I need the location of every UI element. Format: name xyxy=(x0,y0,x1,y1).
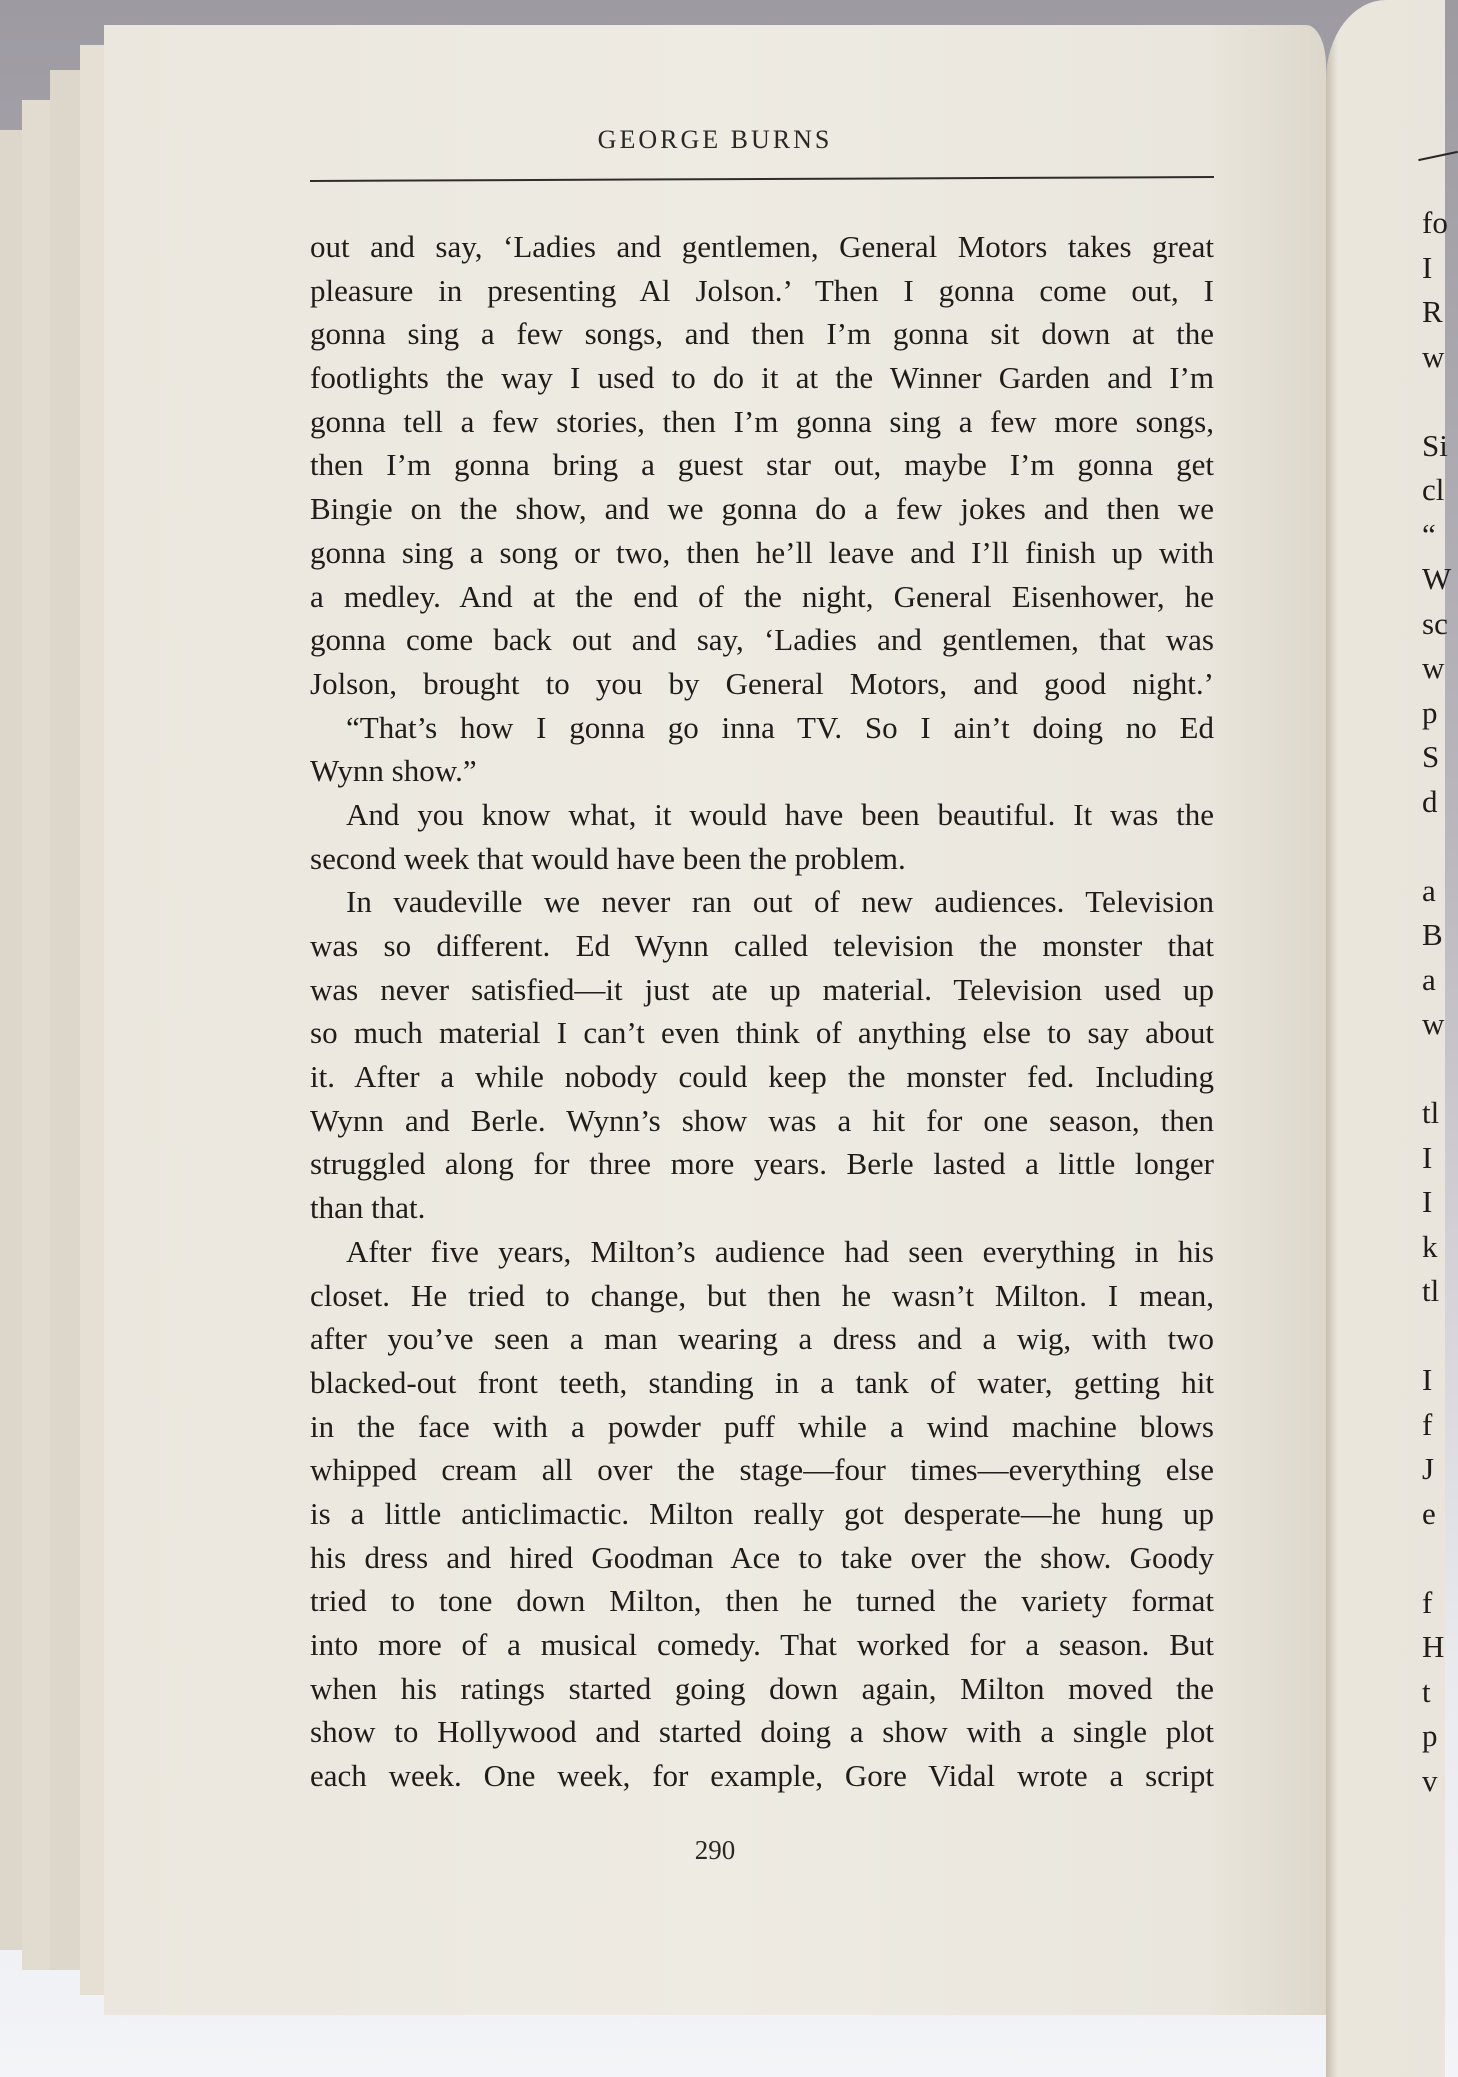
facing-page-text-fragment: k xyxy=(1422,1228,1438,1264)
text-line: Wynn show.” xyxy=(310,753,477,789)
facing-page-text-fragment: f xyxy=(1422,1406,1433,1442)
facing-page-text-fragment: cl xyxy=(1422,472,1445,507)
text-line: tried to tone down Milton, then he turned the variety format xyxy=(310,1583,1214,1619)
facing-page-text-fragment: H xyxy=(1422,1629,1445,1664)
text-line: into more of a musical comedy. That worked for a season. But xyxy=(310,1627,1214,1662)
facing-page-text-fragment: f xyxy=(1422,1584,1433,1620)
text-line: blacked-out front teeth, standing in a tank of water, getting hit xyxy=(310,1364,1214,1400)
facing-page-text-fragment: p xyxy=(1422,1718,1438,1753)
facing-page-text-fragment: v xyxy=(1422,1762,1438,1798)
text-line: is a little anticlimactic. Milton really got desperate—he hung up xyxy=(310,1495,1214,1531)
text-line: gonna sing a song or two, then he’ll leave and I’ll finish up with xyxy=(310,534,1214,570)
facing-page-text-fragment: e xyxy=(1422,1495,1436,1531)
right-book-page xyxy=(1326,0,1452,2077)
text-line: each week. One week, for example, Gore Vidal wrote a script xyxy=(310,1758,1214,1794)
facing-page-text-fragment: “ xyxy=(1422,516,1436,552)
text-line: “That’s how I gonna go inna TV. So I ain’t doing no Ed xyxy=(346,709,1214,745)
text-line: whipped cream all over the stage—four times—everything else xyxy=(310,1452,1214,1488)
text-line: it. After a while nobody could keep the monster fed. Including xyxy=(310,1059,1214,1095)
facing-page-text-fragment: S xyxy=(1422,739,1440,774)
text-line: when his ratings started going down again, Milton moved the xyxy=(310,1670,1214,1706)
facing-page-text-fragment: a xyxy=(1422,961,1436,997)
text-line: second week that would have been the problem. xyxy=(310,840,906,876)
text-line: a medley. And at the end of the night, General Eisenhower, he xyxy=(310,578,1214,614)
header-rule xyxy=(1418,151,1458,161)
text-line: Wynn and Berle. Wynn’s show was a hit for one season, then xyxy=(310,1102,1214,1138)
page-number: 290 xyxy=(694,1835,736,1865)
facing-page-text-fragment: w xyxy=(1422,650,1445,685)
text-line: gonna tell a few stories, then I’m gonna sing a few more songs, xyxy=(310,403,1214,439)
running-head: GEORGE BURNS xyxy=(597,125,833,154)
facing-page-text-fragment: I xyxy=(1422,1362,1433,1397)
facing-page-text-fragment: Si xyxy=(1422,427,1448,463)
facing-page-text-fragment: R xyxy=(1422,294,1443,329)
text-line: was never satisfied—it just ate up material. Television used up xyxy=(310,971,1214,1007)
text-line: And you know what, it would have been beautiful. It was the xyxy=(346,796,1214,832)
body-text xyxy=(310,225,1214,1798)
text-line: Bingie on the show, and we gonna do a few jokes and then we xyxy=(310,491,1214,527)
page-edge xyxy=(50,70,82,1970)
facing-page-text-fragment: I xyxy=(1422,249,1433,285)
text-line: After five years, Milton’s audience had seen everything in his xyxy=(346,1233,1214,1269)
text-line: footlights the way I used to do it at the Winner Garden and I’m xyxy=(310,360,1214,396)
text-line: then I’m gonna bring a guest star out, maybe I’m gonna get xyxy=(310,447,1214,483)
text-line: closet. He tried to change, but then he wasn’t Milton. I mean, xyxy=(310,1277,1214,1313)
facing-page-text-fragment: d xyxy=(1422,783,1438,819)
text-line: Jolson, brought to you by General Motors, and good night.’ xyxy=(310,665,1214,701)
header-rule xyxy=(310,176,1214,182)
facing-page-text-fragment: fo xyxy=(1422,205,1448,240)
facing-page-text-fragment: t xyxy=(1422,1673,1431,1709)
facing-page-text-fragment: tl xyxy=(1422,1273,1440,1308)
text-line: after you’ve seen a man wearing a dress and a wig, with two xyxy=(310,1321,1214,1357)
text-line: so much material I can’t even think of anything else to say about xyxy=(310,1015,1214,1051)
text-line: gonna come back out and say, ‘Ladies and gentlemen, that was xyxy=(310,622,1214,658)
text-line: gonna sing a few songs, and then I’m gonna sit down at the xyxy=(310,316,1214,352)
text-line: out and say, ‘Ladies and gentlemen, General Motors takes great xyxy=(310,229,1214,264)
facing-page-text-fragment: W xyxy=(1422,561,1452,596)
text-line: struggled along for three more years. Berle lasted a little longer xyxy=(310,1146,1214,1182)
facing-page-text-fragment: B xyxy=(1422,917,1443,952)
facing-page-text-fragment: p xyxy=(1422,694,1438,730)
text-line: his dress and hired Goodman Ace to take over the show. Goody xyxy=(310,1539,1214,1575)
text-line: was so different. Ed Wynn called television the monster that xyxy=(310,928,1214,963)
page-edge xyxy=(22,100,53,1970)
facing-page-text-fragment: tl xyxy=(1422,1095,1440,1130)
facing-page-text-fragment: J xyxy=(1422,1451,1435,1486)
text-line: pleasure in presenting Al Jolson.’ Then I gonna come out, I xyxy=(310,272,1214,308)
facing-page-text-fragment: sc xyxy=(1422,605,1448,641)
facing-page-text-fragment: I xyxy=(1422,1139,1433,1175)
facing-page-text-fragment: w xyxy=(1422,338,1445,374)
facing-page-text-fragment: I xyxy=(1422,1184,1433,1219)
facing-page-text-fragment: w xyxy=(1422,1006,1445,1041)
text-line: In vaudeville we never ran out of new audiences. Television xyxy=(346,884,1214,920)
facing-page-text-fragment: a xyxy=(1422,872,1436,908)
text-line: show to Hollywood and started doing a show with a single plot xyxy=(310,1714,1214,1750)
left-book-page xyxy=(104,25,1326,2015)
text-line: than that. xyxy=(310,1190,426,1226)
text-line: in the face with a powder puff while a wind machine blows xyxy=(310,1408,1214,1444)
